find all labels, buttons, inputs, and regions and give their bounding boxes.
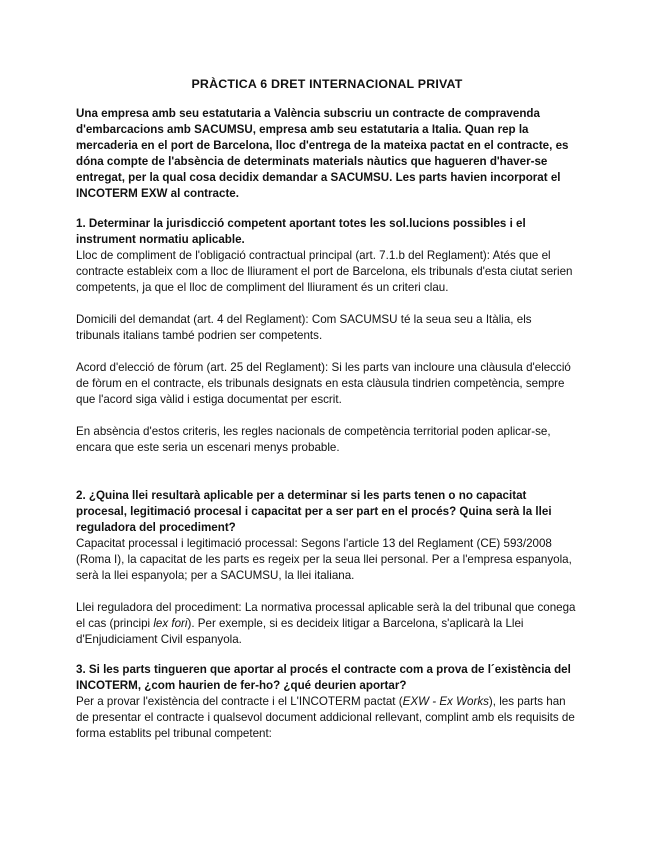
answer-2-paragraph: Capacitat processal i legitimació processal: Segons l'article 13 del Reglament (CE) 593/2008 (Roma I), la capacitat de les parts es regeix per la seua llei personal. Per a l'empresa espanyola, serà la llei espanyola; per a SACUMSU, la llei italiana. <box>76 537 572 582</box>
text-segment: ), les parts han de presentar el contracte i qualsevol document addicional rellevant, complint amb els requisits de forma establits pel tribunal competent: <box>76 695 575 740</box>
document-body <box>76 76 578 742</box>
answer-1-paragraph: Lloc de compliment de l'obligació contractual principal (art. 7.1.b del Reglament): Atés que el contracte estableix com a lloc de lliurament el port de Barcelona, els tribunals d'esta ciutat serien competents, ja que el lloc de compliment del lliurament és un criteri clau. <box>76 249 573 294</box>
question-1: 1. Determinar la jurisdicció competent aportant totes les sol.lucions possibles i el instrument normatiu aplicable. <box>76 217 526 246</box>
answer-1-paragraph: En absència d'estos criteris, les regles nacionals de competència territorial poden aplicar-se, encara que este seria un escenari menys probable. <box>76 425 551 454</box>
text-segment: Llei reguladora del procediment: La normativa processal aplicable serà la del tribunal que conega el cas (principi <box>76 601 576 630</box>
question-3: 3. Si les parts tingueren que aportar al procés el contracte com a prova de l´existència del INCOTERM, ¿com haurien de fer-ho? ¿qué deurien aportar? <box>76 663 571 692</box>
emphasis-text: lex fori <box>153 617 188 630</box>
case-statement: Una empresa amb seu estatutaria a València subscriu un contracte de compravenda d'embarcacions amb SACUMSU, empresa amb seu estatutaria a Italia. Quan rep la mercaderia en el port de Barcelona, lloc d'entrega de la mateixa pactat en el contracte, es dóna compte de l'absència de determinats materials nàutics que hagueren d'haver-se entregat, per la qual cosa decidix demandar a SACUMSU. Les parts havien incorporat el INCOTERM EXW al contracte. <box>76 107 569 200</box>
page-title: PRÀCTICA 6 DRET INTERNACIONAL PRIVAT <box>191 77 463 91</box>
answer-1-paragraph: Acord d'elecció de fòrum (art. 25 del Reglament): Si les parts van incloure una clàusula d'elecció de fòrum en el contracte, els tribunals designats en esta clàusula tindrien competència, sempre que l'acord siga vàlid i estiga documentat per escrit. <box>76 361 571 406</box>
answer-3-paragraph <box>76 694 578 742</box>
answer-2-paragraph <box>76 600 578 648</box>
emphasis-text: EXW - Ex Works <box>402 695 489 708</box>
text-segment: Per a provar l'existència del contracte i el L'INCOTERM pactat ( <box>76 695 403 708</box>
answer-1-paragraph: Domicili del demandat (art. 4 del Reglament): Com SACUMSU té la seua seu a Itàlia, els tribunals italians també podrien ser competents. <box>76 313 532 342</box>
text-segment: ). Per exemple, si es decideix litigar a Barcelona, s'aplicarà la Llei d'Enjudiciament Civil espanyola. <box>76 617 524 646</box>
question-2: 2. ¿Quina llei resultarà aplicable per a determinar si les parts tenen o no capacitat procesal, legitimació procesal i capacitat per a ser part en el procés? Quina serà la llei reguladora del procediment? <box>76 489 552 534</box>
